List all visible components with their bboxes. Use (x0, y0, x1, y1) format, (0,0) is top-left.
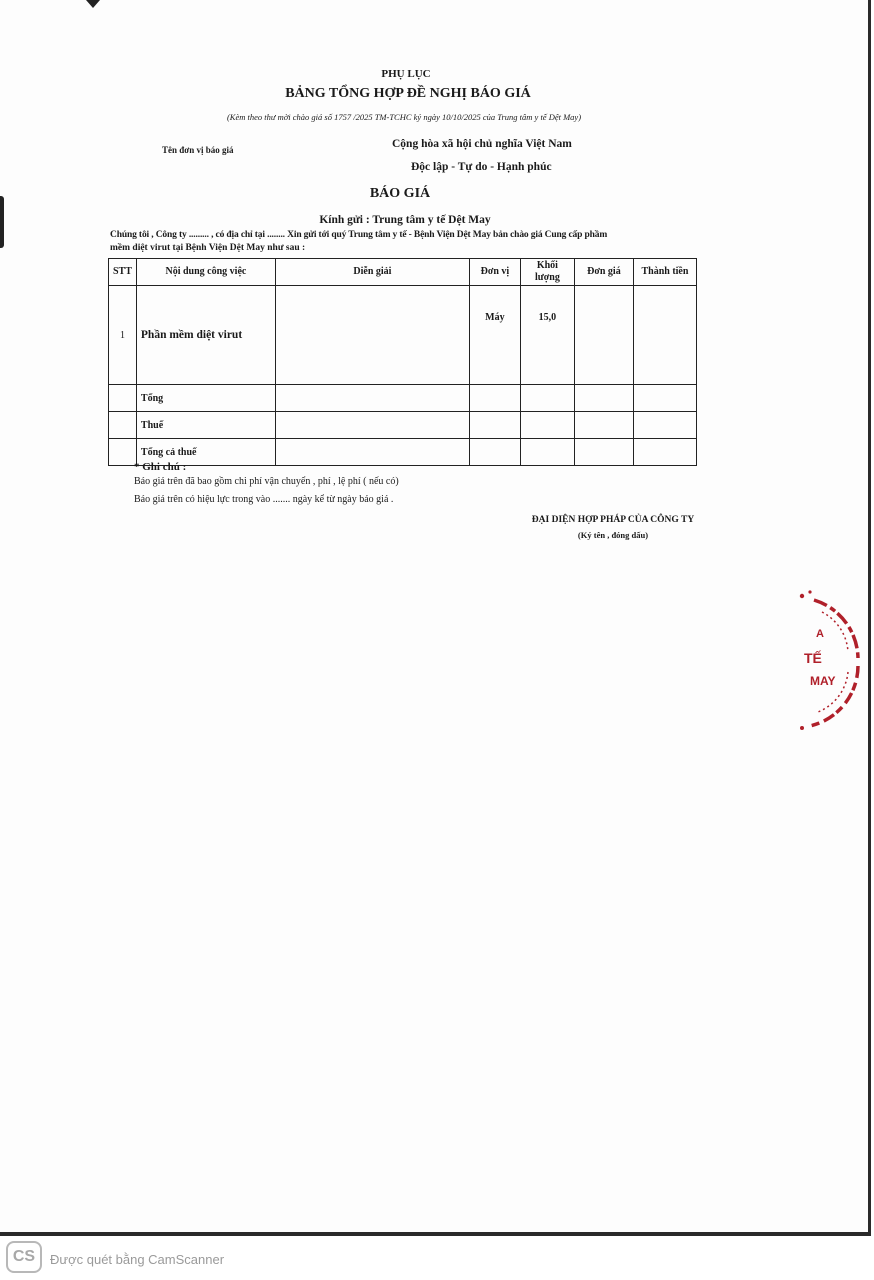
seal-text-top: A (816, 628, 824, 640)
header-quantity-line1: Khối (536, 260, 558, 271)
summary-row-total (109, 385, 697, 412)
signature-hint: (Ký tên , đóng dấu) (577, 530, 649, 540)
header-total: Thành tiền (633, 259, 696, 286)
appendix-label: PHỤ LỤC (381, 68, 431, 80)
notes-line1: Báo giá trên đã bao gồm chi phí vận chuyển , phí , lệ phí ( nếu có) (134, 476, 399, 487)
header-stt: STT (109, 259, 137, 286)
summary-label: Thuế (136, 412, 275, 439)
header-quantity-line2: lượng (534, 272, 560, 283)
cell-content: Phần mềm diệt virut (136, 286, 275, 385)
header-unit-price: Đơn giá (574, 259, 633, 286)
cell-stt: 1 (109, 286, 137, 385)
header-quantity (520, 259, 574, 286)
seal-text-may: MAY (810, 674, 836, 688)
table-header-row (109, 259, 697, 286)
table-row (109, 286, 697, 385)
cell-description (275, 286, 469, 385)
header-content: Nội dung công việc (136, 259, 275, 286)
cell-unit: Máy (469, 286, 520, 385)
recipient: Kính gửi : Trung tâm y tế Dệt May (319, 214, 491, 226)
notes-title: * Ghi chú : (134, 461, 187, 473)
intro-text-line2: mềm diệt virut tại Bệnh Viện Dệt May như sau : (110, 243, 306, 253)
national-slogan: Độc lập - Tự do - Hạnh phúc (411, 161, 552, 173)
summary-label: Tổng (136, 385, 275, 412)
camscanner-watermark-text: Được quét bằng CamScanner (50, 1252, 225, 1267)
seal-text-te: TẾ (804, 650, 822, 666)
header-unit: Đơn vị (469, 259, 520, 286)
quote-table (108, 258, 697, 466)
doc-title: BÁO GIÁ (369, 186, 431, 201)
national-motto: Cộng hòa xã hội chủ nghĩa Việt Nam (392, 138, 572, 150)
scan-corner-mark (86, 0, 100, 8)
cell-quantity: 15,0 (520, 286, 574, 385)
camscanner-logo: CS (6, 1241, 42, 1273)
page-subtitle: (Kèm theo thư mời chào giá số 1757 /2025 TM-TCHC ký ngày 10/10/2025 của Trung tâm y tế Dệt May) (226, 112, 582, 122)
signature-title: ĐẠI DIỆN HỢP PHÁP CỦA CÔNG TY (531, 515, 695, 525)
scan-edge-mark (0, 196, 4, 248)
company-seal (796, 588, 874, 734)
header-description: Diễn giải (275, 259, 469, 286)
intro-text-line1: Chúng tôi , Công ty ......... , có địa chỉ tại ........ Xin gửi tới quý Trung tâm y tế - Bệnh Viện Dệt May bản chào giá Cung cấp phầm (110, 230, 608, 240)
summary-label: Tổng cả thuế (136, 439, 275, 466)
summary-row-tax (109, 412, 697, 439)
cell-total (633, 286, 696, 385)
notes-line2: Báo giá trên có hiệu lực trong vào ....... ngày kể từ ngày báo giá . (134, 494, 394, 505)
cell-unit-price (574, 286, 633, 385)
page-title: BẢNG TỔNG HỢP ĐỀ NGHỊ BÁO GIÁ (285, 86, 531, 101)
sender-label: Tên đơn vị báo giá (162, 145, 234, 155)
summary-row-total-with-tax (109, 439, 697, 466)
